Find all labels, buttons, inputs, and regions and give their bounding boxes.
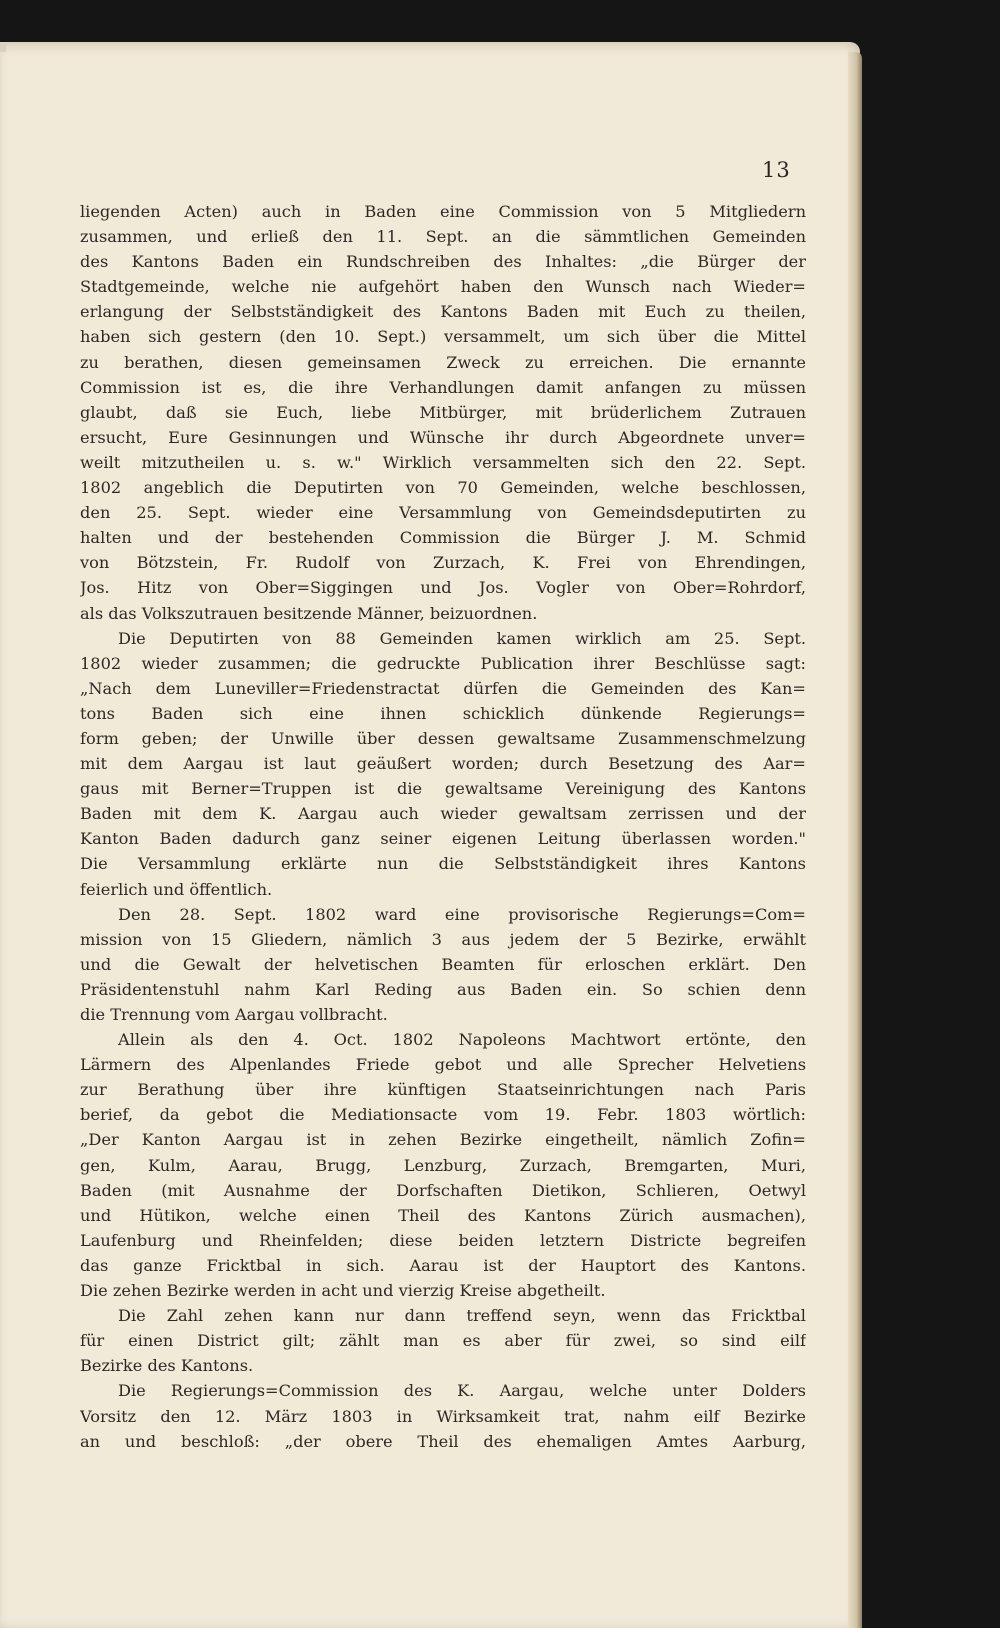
text-line: Kanton Baden dadurch ganz seiner eigenen Leitung überlassen worden." <box>80 829 806 849</box>
text-line: Jos. Hitz von Ober=Siggingen und Jos. Vogler von Ober=Rohrdorf, <box>80 578 806 598</box>
binding-mark <box>0 44 6 52</box>
text-line: 1802 angeblich die Deputirten von 70 Gemeinden, welche beschlossen, <box>80 478 806 498</box>
text-line: haben sich gestern (den 10. Sept.) versammelt, um sich über die Mittel <box>80 327 806 347</box>
text-line: Präsidentenstuhl nahm Karl Reding aus Baden ein. So schien denn <box>80 979 806 999</box>
text-line: das ganze Fricktbal in sich. Aarau ist der Hauptort des Kantons. <box>80 1255 806 1275</box>
text-line: die Trennung vom Aargau vollbracht. <box>80 1005 388 1024</box>
text-line: zusammen, und erließ den 11. Sept. an die sämmtlichen Gemeinden <box>80 227 806 247</box>
text-line: erlangung der Selbstständigkeit des Kantons Baden mit Euch zu theilen, <box>80 302 806 322</box>
text-line: von Bötzstein, Fr. Rudolf von Zurzach, K. Frei von Ehrendingen, <box>80 553 806 573</box>
text-line: Den 28. Sept. 1802 ward eine provisorische Regierungs=Com= <box>118 904 806 924</box>
text-line: gen, Kulm, Aarau, Brugg, Lenzburg, Zurzach, Bremgarten, Muri, <box>80 1155 806 1175</box>
text-line: mit dem Aargau ist laut geäußert worden; durch Besetzung des Aar= <box>80 754 806 774</box>
text-line: Die Zahl zehen kann nur dann treffend seyn, wenn das Fricktbal <box>118 1306 806 1326</box>
text-line: Baden (mit Ausnahme der Dorfschaften Dietikon, Schlieren, Oetwyl <box>80 1180 806 1200</box>
text-line: gaus mit Berner=Truppen ist die gewaltsame Vereinigung des Kantons <box>80 779 806 799</box>
text-line: als das Volkszutrauen besitzende Männer, beizuordnen. <box>80 603 538 623</box>
page-edge <box>848 52 862 1628</box>
text-line: an und beschloß: „der obere Theil des ehemaligen Amtes Aarburg, <box>80 1431 806 1451</box>
text-line: Die Deputirten von 88 Gemeinden kamen wirklich am 25. Sept. <box>118 628 806 648</box>
body-text <box>80 199 806 1454</box>
text-line: Vorsitz den 12. März 1803 in Wirksamkeit trat, nahm eilf Bezirke <box>80 1406 806 1426</box>
text-line: Baden mit dem K. Aargau auch wieder gewaltsam zerrissen und der <box>80 804 806 824</box>
text-line: Die Versammlung erklärte nun die Selbstständigkeit ihres Kantons <box>80 854 806 874</box>
text-line: tons Baden sich eine ihnen schicklich dünkende Regierungs= <box>80 703 806 723</box>
text-line: weilt mitzutheilen u. s. w." Wirklich versammelten sich den 22. Sept. <box>80 452 806 472</box>
text-line: Commission ist es, die ihre Verhandlungen damit anfangen zu müssen <box>80 377 806 397</box>
text-line: berief, da gebot die Mediationsacte vom 19. Febr. 1803 wörtlich: <box>80 1105 806 1125</box>
text-line: „Der Kanton Aargau ist in zehen Bezirke eingetheilt, nämlich Zofin= <box>80 1130 806 1150</box>
text-line: zur Berathung über ihre künftigen Staatseinrichtungen nach Paris <box>80 1080 806 1100</box>
text-line: Stadtgemeinde, welche nie aufgehört haben den Wunsch nach Wieder= <box>80 277 806 297</box>
text-line: form geben; der Unwille über dessen gewaltsame Zusammenschmelzung <box>80 728 806 748</box>
text-line: halten und der bestehenden Commission die Bürger J. M. Schmid <box>80 528 806 548</box>
text-line: liegenden Acten) auch in Baden eine Commission von 5 Mitgliedern <box>80 202 806 221</box>
text-line: für einen District gilt; zählt man es aber für zwei, so sind eilf <box>80 1331 806 1351</box>
text-line: und die Gewalt der helvetischen Beamten für erloschen erklärt. Den <box>80 954 806 974</box>
text-line: des Kantons Baden ein Rundschreiben des Inhaltes: „die Bürger der <box>80 252 806 272</box>
text-line: und Hütikon, welche einen Theil des Kantons Zürich ausmachen), <box>80 1205 806 1225</box>
text-line: 1802 wieder zusammen; die gedruckte Publication ihrer Beschlüsse sagt: <box>80 653 806 673</box>
text-line: glaubt, daß sie Euch, liebe Mitbürger, mit brüderlichem Zutrauen <box>80 402 806 422</box>
text-line: Bezirke des Kantons. <box>80 1356 254 1376</box>
text-line: feierlich und öffentlich. <box>80 879 273 899</box>
text-line: den 25. Sept. wieder eine Versammlung von Gemeindsdeputirten zu <box>80 503 806 523</box>
text-line: Allein als den 4. Oct. 1802 Napoleons Machtwort ertönte, den <box>118 1030 806 1050</box>
text-line: mission von 15 Gliedern, nämlich 3 aus jedem der 5 Bezirke, erwählt <box>80 929 806 949</box>
text-line: Die Regierungs=Commission des K. Aargau, welche unter Dolders <box>118 1381 806 1401</box>
text-line: zu berathen, diesen gemeinsamen Zweck zu erreichen. Die ernannte <box>80 352 806 372</box>
text-line: Lärmern des Alpenlandes Friede gebot und alle Sprecher Helvetiens <box>80 1055 806 1075</box>
text-line: Laufenburg und Rheinfelden; diese beiden letztern Districte begreifen <box>80 1230 806 1250</box>
text-line: Die zehen Bezirke werden in acht und vierzig Kreise abgetheilt. <box>80 1281 606 1301</box>
text-line: ersucht, Eure Gesinnungen und Wünsche ihr durch Abgeordnete unver= <box>80 427 806 447</box>
page-number: 13 <box>762 158 791 182</box>
text-line: „Nach dem Luneviller=Friedenstractat dürfen die Gemeinden des Kan= <box>80 678 806 698</box>
